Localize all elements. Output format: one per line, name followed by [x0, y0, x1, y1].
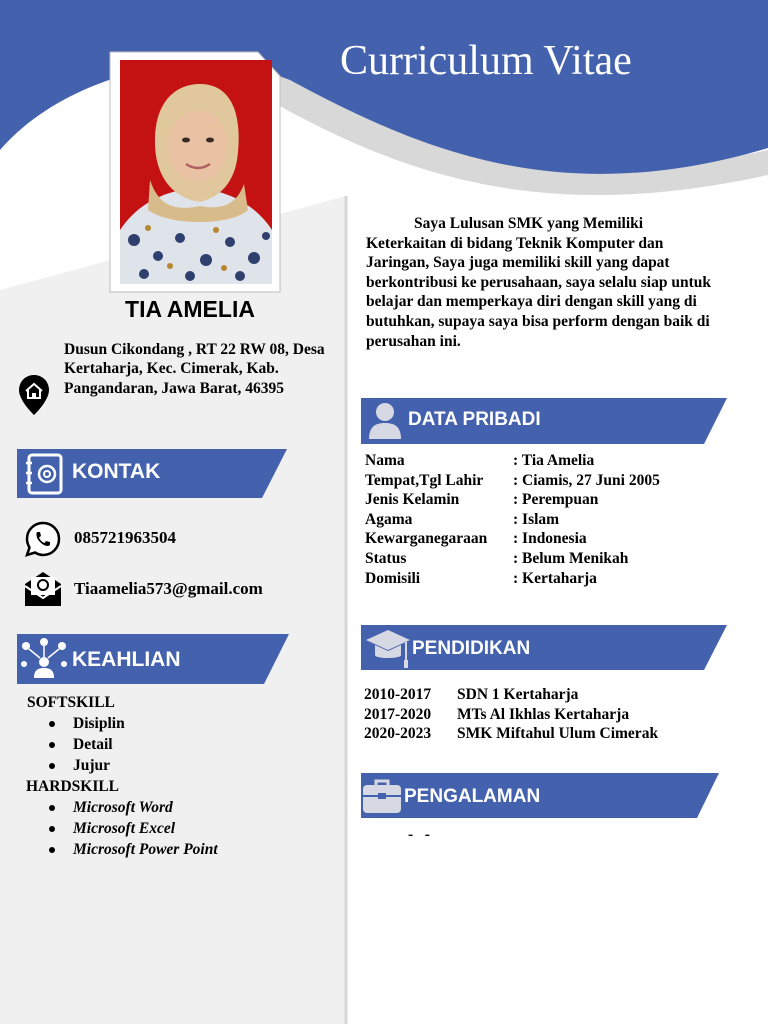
- softskill-label: SOFTSKILL: [27, 694, 115, 711]
- list-item: Microsoft Excel: [27, 818, 327, 839]
- row-label: Jenis Kelamin: [365, 491, 460, 509]
- pengalaman-title: PENGALAMAN: [404, 786, 541, 807]
- list-item: Microsoft Word: [27, 797, 327, 818]
- table-row: [365, 490, 660, 510]
- graduation-cap-icon: [364, 628, 412, 675]
- table-row: [365, 569, 660, 589]
- edu-years: 2010-2017: [364, 686, 432, 703]
- profile-name: TIA AMELIA: [125, 296, 255, 322]
- row-value: : Indonesia: [513, 530, 587, 548]
- edu-school: SDN 1 Kertaharja: [457, 686, 579, 703]
- profile-photo: [120, 60, 272, 284]
- hardskill-list: [27, 797, 327, 860]
- pendidikan-title: PENDIDIKAN: [412, 638, 531, 659]
- education-list: [364, 685, 658, 744]
- row-value: : Perempuan: [513, 491, 599, 509]
- list-item: Microsoft Power Point: [27, 839, 327, 860]
- row-value: : Belum Menikah: [513, 549, 629, 567]
- profile-summary: Saya Lulusan SMK yang Memiliki Keterkaitan di bidang Teknik Komputer dan Jaringan, Saya juga memiliki skill yang dapat berkontribusi ke perusahaan, saya selalu siap untuk belajar dan memperkaya diri dengan skill yang di butuhkan, supaya saya bisa perform dengan baik di perusahan ini.: [366, 215, 711, 350]
- person-icon: [368, 402, 402, 445]
- edu-school: MTs Al Ikhlas Kertaharja: [457, 705, 630, 723]
- row-label: Status: [365, 549, 407, 567]
- table-row: [364, 705, 658, 725]
- data-pribadi-title: DATA PRIBADI: [408, 409, 541, 430]
- table-row: [364, 685, 658, 705]
- pengalaman-content: - -: [408, 826, 430, 843]
- row-label: Tempat,Tgl Lahir: [365, 471, 484, 489]
- list-item: Jujur: [27, 755, 327, 776]
- skills-section: [27, 692, 327, 860]
- address-text: Dusun Cikondang , RT 22 RW 08, Desa Kertaharja, Kec. Cimerak, Kab. Pangandaran, Jawa Barat, 46395: [64, 341, 325, 397]
- phone-number: 085721963504: [74, 528, 176, 547]
- email-address: Tiaamelia573@gmail.com: [74, 579, 263, 598]
- table-row: [365, 510, 660, 530]
- row-value: : Ciamis, 27 Juni 2005: [513, 471, 660, 489]
- table-row: [365, 451, 660, 471]
- row-value: : Kertaharja: [513, 569, 597, 587]
- row-label: Nama: [365, 452, 405, 469]
- table-row: [365, 471, 660, 491]
- hardskill-label: HARDSKILL: [26, 778, 120, 795]
- contact-book-icon: [25, 453, 65, 500]
- page-title: Curriculum Vitae: [340, 38, 632, 84]
- table-row: [365, 529, 660, 549]
- row-label: Domisili: [365, 569, 421, 587]
- edu-years: 2020-2023: [364, 725, 432, 742]
- kontak-title: KONTAK: [72, 460, 161, 483]
- table-row: [364, 724, 658, 744]
- row-value: : Islam: [513, 510, 560, 528]
- table-row: [365, 549, 660, 569]
- list-item: Disiplin: [27, 713, 327, 734]
- home-location-icon: [18, 374, 50, 421]
- list-item: Detail: [27, 734, 327, 755]
- row-label: Kewarganegaraan: [365, 530, 488, 548]
- personal-data-table: [365, 451, 660, 588]
- edu-school: SMK Miftahul Ulum Cimerak: [457, 725, 659, 742]
- softskill-list: [27, 713, 327, 776]
- briefcase-icon: [362, 777, 402, 820]
- keahlian-title: KEAHLIAN: [72, 648, 181, 671]
- edu-years: 2017-2020: [364, 705, 432, 723]
- row-value: : Tia Amelia: [513, 452, 595, 469]
- skills-network-icon: [20, 638, 68, 685]
- email-icon: [23, 570, 63, 613]
- row-label: Agama: [365, 510, 413, 528]
- whatsapp-icon: [24, 520, 62, 563]
